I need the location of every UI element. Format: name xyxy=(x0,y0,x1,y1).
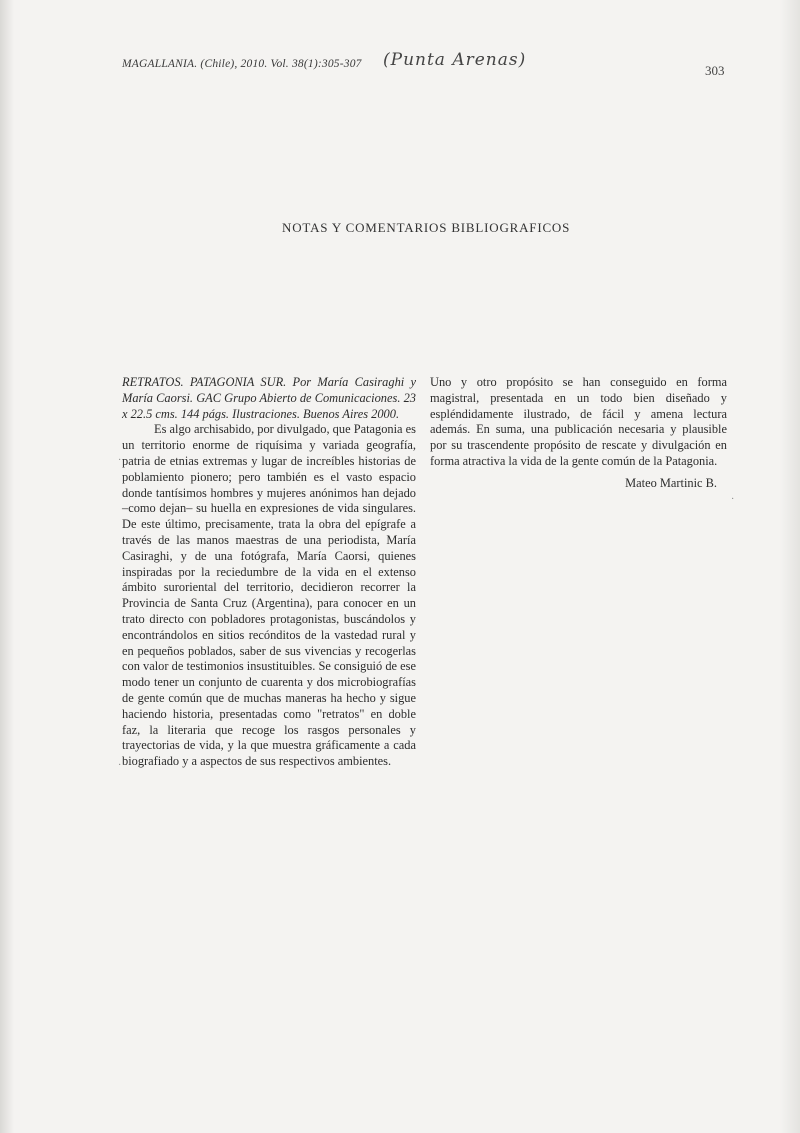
left-page-edge-shadow xyxy=(0,0,14,1133)
right-page-edge xyxy=(780,0,800,1133)
margin-dot: · xyxy=(118,455,122,466)
running-head: MAGALLANIA. (Chile), 2010. Vol. 38(1):305-307 xyxy=(122,58,362,70)
left-column xyxy=(122,375,416,770)
page-number: 303 xyxy=(705,63,725,78)
section-title: NOTAS Y COMENTARIOS BIBLIOGRAFICOS xyxy=(282,220,571,235)
right-column xyxy=(430,375,727,492)
review-body-left: Es algo archisabido, por divulgado, que Patagonia es un territorio enorme de riquísima y variada geografía, patria de etnias extremas y lugar de increíbles historias de poblamiento pionero; pero también es el vasto espacio donde tantísimos hombres y mujeres anónimos han dejado –como dejan– su huella en expresiones de vida singulares. De este último, precisamente, trata la obra del epígrafe a través de las manos maestras de una periodista, María Casiraghi, y de una fotógrafa, María Caorsi, quienes inspiradas por la reciedumbre de la vida en el extenso ámbito suroriental del territorio, decidieron recorrer la Provincia de Santa Cruz (Argentina), para conocer en un trato directo con pobladores protagonistas, buscándolos y encontrándolos en sitios recónditos de la vastedad rural y en pequeños poblados, saber de sus vivencias y recogerlas con valor de testimonios insustituibles. Se consiguió de ese modo tener un conjunto de cuarenta y dos microbiografías de gente común que de muchas maneras ha hecho y sigue haciendo historia, presentadas como "retratos" en doble faz, la literaria que recoge los rasgos personales y trayectorias de vida, y la que muestra gráficamente a cada biografiado y a aspectos de sus respectivos ambientes. xyxy=(122,422,416,769)
book-citation: RETRATOS. PATAGONIA SUR. Por María Casiraghi y María Caorsi. GAC Grupo Abierto de Comunicaciones. 23 x 22.5 cms. 144 págs. Ilustraciones. Buenos Aires 2000. xyxy=(122,375,416,421)
reviewer-signature: Mateo Martinic B. xyxy=(625,475,717,490)
handwritten-note: (Punta Arenas) xyxy=(383,50,527,70)
margin-dot: · xyxy=(731,494,735,505)
margin-dot: · xyxy=(118,760,122,771)
review-body-right: Uno y otro propósito se han conseguido en forma magistral, presentada en un todo bien diseñado y espléndidamente ilustrado, de fácil y amena lectura además. En suma, una publicación necesaria y plausible por su trascendente propósito de rescate y divulgación en forma atractiva la vida de la gente común de la Patagonia. xyxy=(430,375,727,468)
